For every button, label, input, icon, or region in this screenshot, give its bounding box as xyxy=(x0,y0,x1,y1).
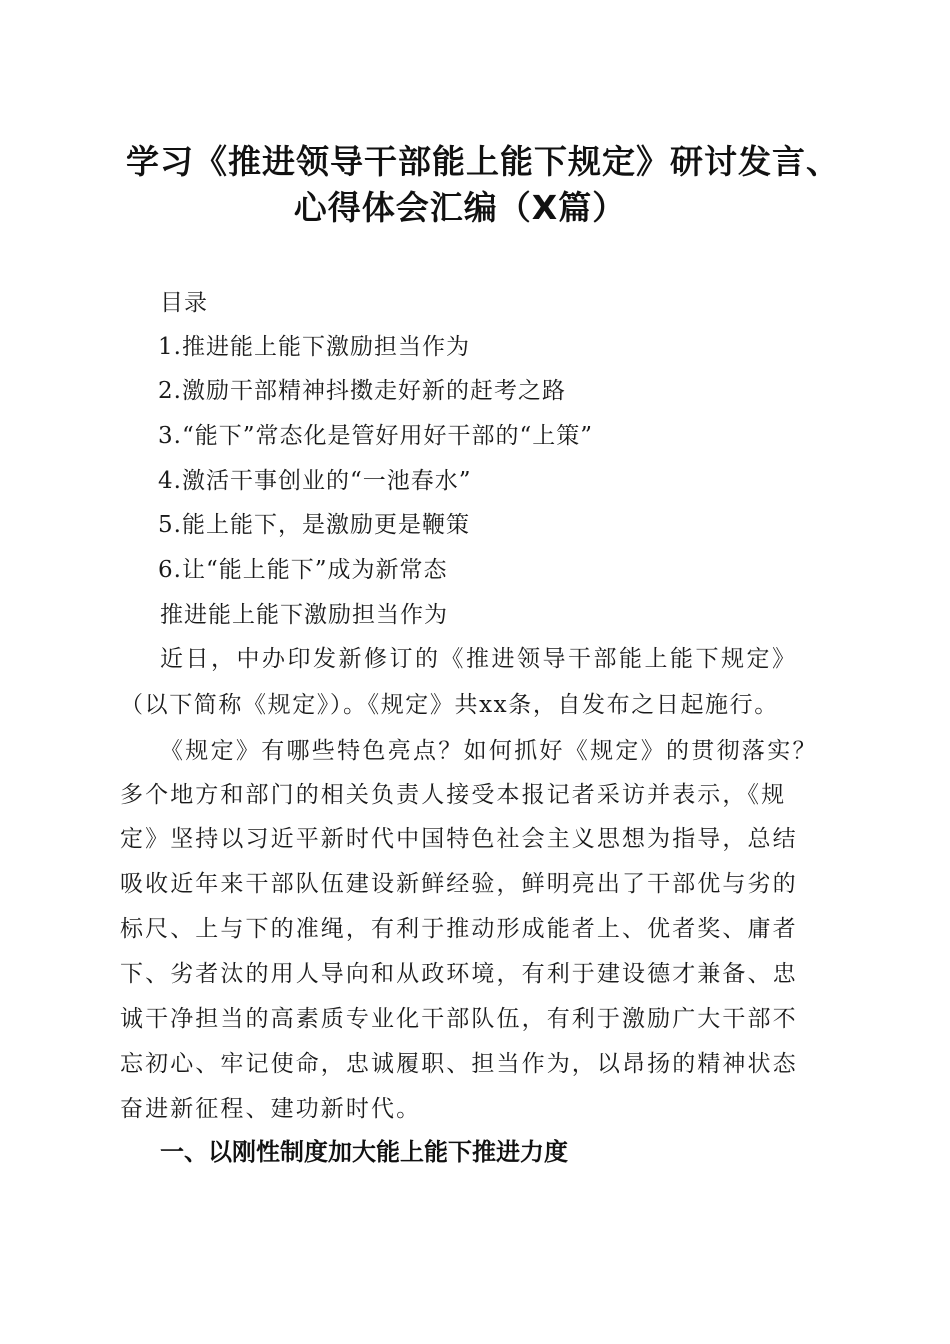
paragraph-1-line-1: 近日，中办印发新修订的《推进领导干部能上能下规定》 xyxy=(160,646,798,672)
toc-item-4: 4.激活干事创业的“一池春水” xyxy=(158,468,472,494)
paragraph-2-line-6: 下、劣者汰的用人导向和从政环境，有利于建设德才兼备、忠 xyxy=(120,961,798,987)
toc-item-6: 6.让“能上能下”成为新常态 xyxy=(158,557,448,583)
article-title: 推进能上能下激励担当作为 xyxy=(160,602,448,628)
document-title-line-2: 心得体会汇编（X篇） xyxy=(293,188,627,227)
toc-label: 目录 xyxy=(160,290,208,316)
paragraph-2-line-9: 奋进新征程、建功新时代。 xyxy=(120,1096,422,1122)
document-title-line-1: 学习《推进领导干部能上能下规定》研讨发言、 xyxy=(126,142,840,181)
paragraph-2-line-8: 忘初心、牢记使命，忠诚履职、担当作为，以昂扬的精神状态 xyxy=(120,1051,798,1077)
paragraph-1-line-2: （以下简称《规定》）。《规定》共xx条，自发布之日起施行。 xyxy=(120,692,779,718)
toc-item-3: 3.“能下”常态化是管好用好干部的“上策” xyxy=(158,423,593,449)
paragraph-2-line-2: 多个地方和部门的相关负责人接受本报记者采访并表示，《规 xyxy=(120,782,787,808)
paragraph-2-line-7: 诚干净担当的高素质专业化干部队伍，有利于激励广大干部不 xyxy=(120,1006,798,1032)
toc-item-5: 5.能上能下，是激励更是鞭策 xyxy=(158,512,470,538)
paragraph-2-line-4: 吸收近年来干部队伍建设新鲜经验，鲜明亮出了干部优与劣的 xyxy=(120,871,798,897)
toc-item-2: 2.激励干部精神抖擞走好新的赶考之路 xyxy=(158,378,566,404)
paragraph-2-line-5: 标尺、上与下的准绳，有利于推动形成能者上、优者奖、庸者 xyxy=(120,916,798,942)
section-heading-1: 一、以刚性制度加大能上能下推进力度 xyxy=(160,1138,568,1166)
toc-item-1: 1.推进能上能下激励担当作为 xyxy=(158,334,470,360)
paragraph-2-line-3: 定》坚持以习近平新时代中国特色社会主义思想为指导，总结 xyxy=(120,826,798,852)
paragraph-2-line-1: 《规定》有哪些特色亮点？如何抓好《规定》的贯彻落实？ xyxy=(160,738,818,764)
